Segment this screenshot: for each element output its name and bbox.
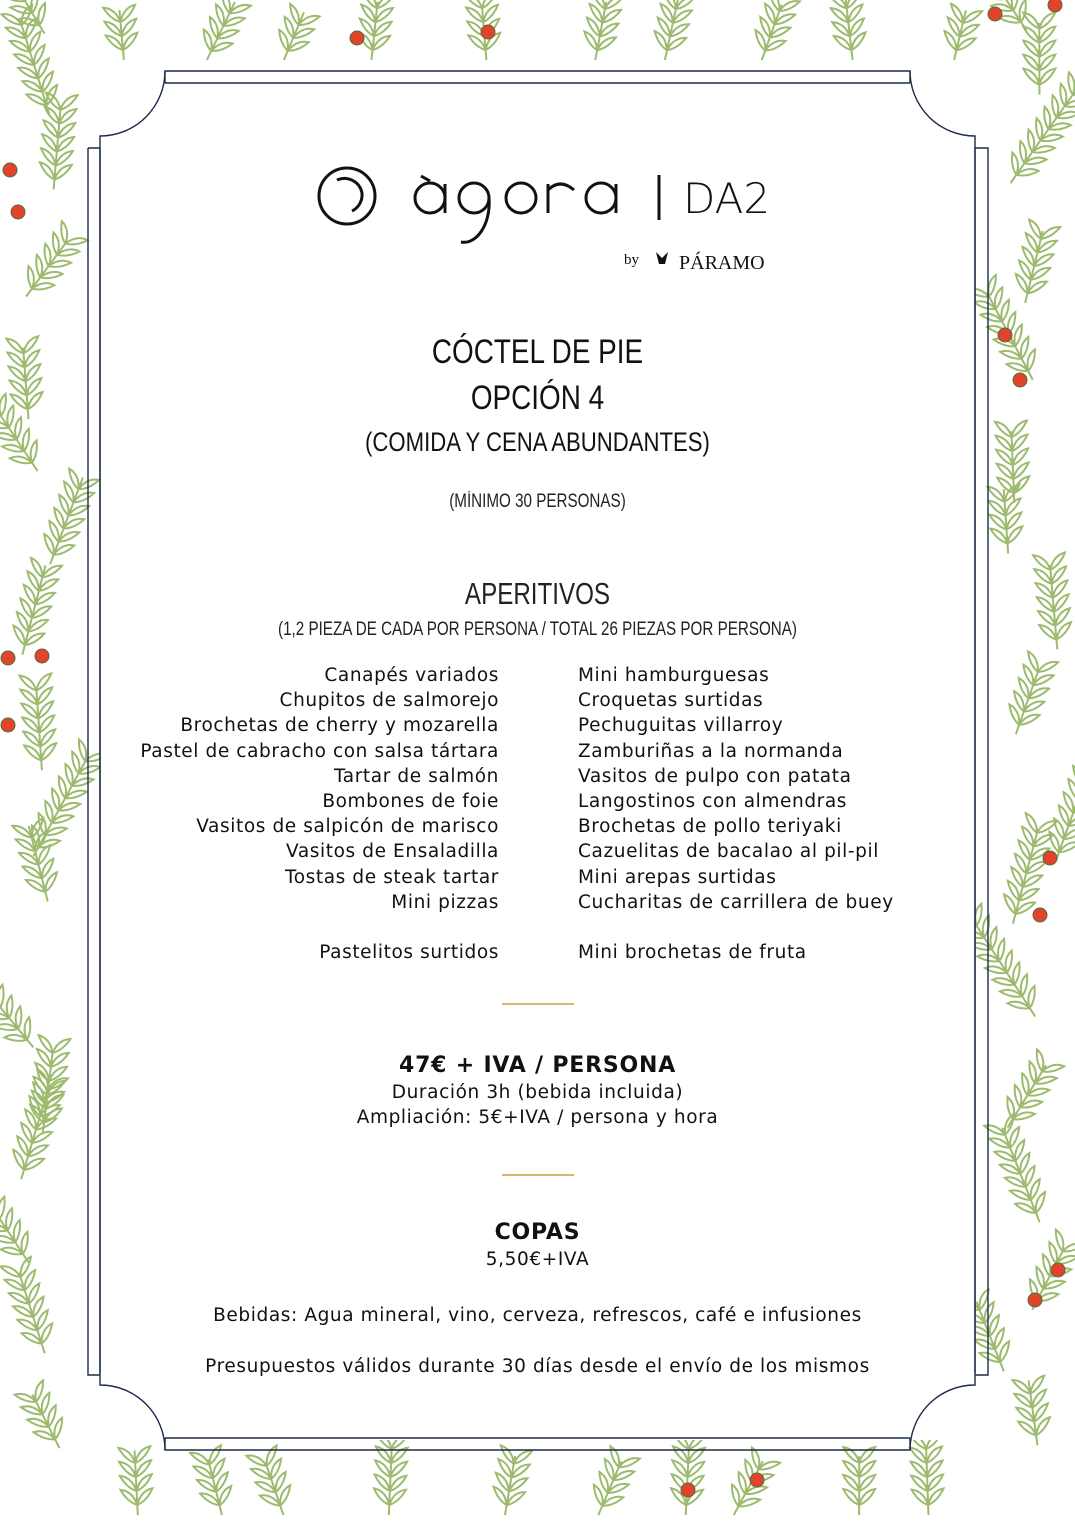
list-item: Vasitos de pulpo con patata [578,765,852,787]
extension-price: Ampliación: 5€+IVA / persona y hora [356,1107,719,1128]
duration: Duración 3h (bebida incluida) [391,1082,684,1103]
aperitivos-left-column [140,663,499,965]
copas-price: 5,50€+IVA [485,1249,590,1270]
aperitivos-heading: APERITIVOS [464,576,611,611]
svg-text:PÁRAMO: PÁRAMO [679,252,765,274]
list-item: Croquetas surtidas [578,690,764,712]
price-per-person: 47€ + IVA / PERSONA [398,1053,677,1078]
list-item: Bombones de foie [322,790,499,812]
list-item: Pechuguitas villarroy [578,715,784,737]
list-item: Cucharitas de carrillera de buey [578,891,894,913]
dessert-item: Mini brochetas de fruta [578,942,807,964]
list-item: Mini pizzas [391,891,499,913]
list-item: Langostinos con almendras [578,790,848,812]
list-item: Tartar de salmón [333,765,499,787]
agora-logo [316,160,766,279]
aperitivos-right-column [578,663,894,965]
menu-subtitle: (COMIDA Y CENA ABUNDANTES) [365,427,710,457]
aperitivos-subheading: (1,2 PIEZA DE CADA POR PERSONA / TOTAL 26 PIEZAS POR PERSONA) [278,619,797,640]
svg-text:DA2: DA2 [683,174,766,223]
list-item: Mini arepas surtidas [578,866,777,888]
divider [502,1174,574,1176]
validity-note: Presupuestos válidos durante 30 días desde el envío de los mismos [205,1356,870,1377]
logo-by: by [624,252,639,268]
list-item: Pastel de cabracho con salsa tártara [140,740,499,762]
menu-title: CÓCTEL DE PIE [431,333,644,371]
copas-heading: COPAS [494,1220,581,1245]
list-item: Tostas de steak tartar [284,866,499,888]
list-item: Vasitos de salpicón de marisco [196,816,499,838]
list-item: Chupitos de salmorejo [279,690,499,712]
list-item: Cazuelitas de bacalao al pil-pil [578,841,880,863]
list-item: Zamburiñas a la normanda [578,740,844,762]
list-item: Brochetas de cherry y mozarella [180,715,499,737]
minimum-guests: (MÍNIMO 30 PERSONAS) [449,491,626,512]
list-item: Mini hamburguesas [578,665,770,686]
list-item: Vasitos de Ensaladilla [286,841,499,863]
menu-option: OPCIÓN 4 [470,379,605,417]
divider [502,1003,574,1005]
dessert-item: Pastelitos surtidos [319,942,499,964]
list-item: Canapés variados [324,665,499,686]
list-item: Brochetas de pollo teriyaki [578,816,842,838]
drinks-note: Bebidas: Agua mineral, vino, cerveza, refrescos, café e infusiones [213,1305,862,1326]
paramo-emblem-icon [656,252,668,264]
